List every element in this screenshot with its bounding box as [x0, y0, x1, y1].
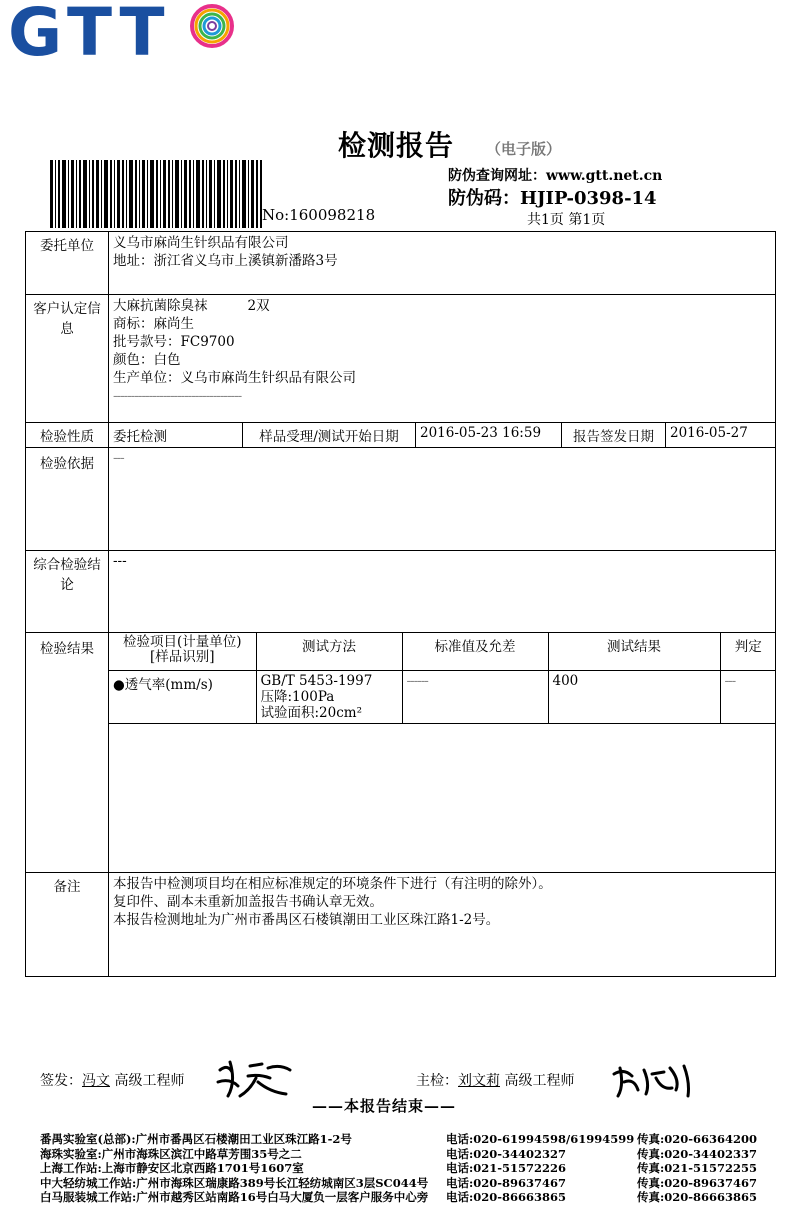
report-end-text: ——本报告结束—— — [312, 1097, 457, 1115]
results-header-standard: 标准值及允差 — [402, 633, 548, 671]
results-cell — [109, 633, 776, 873]
remarks-text: 本报告中检测项目均在相应标准规定的环境条件下进行（有注明的除外）。 复印件、副本未重新加盖报告书确认章无效。 本报告检测地址为广州市番禺区石楼镇潮田工业区珠江路1-2号。 — [109, 872, 776, 976]
footer-faxes: 传真:020-66364200 传真:020-34402337 传真:021-51572255 传真:020-89637467 传真:020-86663865 — [637, 1132, 758, 1204]
sample-row — [26, 295, 776, 423]
footer-phones: 电话:020-61994598/61994599 电话:020-34402327 电话:021-51572226 电话:020-89637467 电话:020-86663865 — [446, 1132, 635, 1204]
inspection-type-label: 检验性质 — [26, 423, 109, 448]
results-table — [109, 633, 776, 872]
issuer-handwritten-signature-icon — [210, 1052, 300, 1100]
report-title: 检测报告 — [338, 129, 455, 162]
results-label: 检验结果 — [26, 633, 109, 873]
remarks-row — [26, 872, 776, 976]
results-data-row — [109, 671, 776, 724]
results-row — [26, 633, 776, 873]
results-header-result: 测试结果 — [548, 633, 720, 671]
received-date-label: 样品受理/测试开始日期 — [243, 423, 416, 448]
sample-dashes: ------------------------------------ — [113, 388, 242, 404]
barcode-icon — [50, 160, 262, 228]
remarks-label: 备注 — [26, 872, 109, 976]
sample-product: 大麻抗菌除臭袜 2双 — [113, 298, 270, 314]
issue-date-label: 报告签发日期 — [562, 423, 666, 448]
result-item: ●透气率(mm/s) — [109, 671, 256, 724]
checker-handwritten-signature-icon — [610, 1058, 700, 1100]
inspection-type-row — [26, 423, 776, 448]
verify-code: 防伪码：HJIP-0398-14 — [448, 188, 657, 209]
issuer-signature: 签发：冯文 高级工程师 — [40, 1073, 185, 1089]
result-method: GB/T 5453-1997 压降:100Pa 试验面积:20cm² — [256, 671, 402, 724]
sample-quantity: 2双 — [247, 298, 270, 314]
conclusion-row — [26, 551, 776, 633]
verify-url: 防伪查询网址：www.gtt.net.cn — [448, 168, 663, 184]
basis-value: --- — [109, 448, 776, 551]
report-table — [25, 231, 776, 977]
results-header-item: 检验项目(计量单位) [样品识别] — [109, 633, 256, 671]
basis-label: 检验依据 — [26, 448, 109, 551]
sample-color: 颜色：白色 — [113, 352, 181, 368]
received-date-value: 2016-05-23 16:59 — [416, 423, 562, 448]
issue-date-value: 2016-05-27 — [666, 423, 776, 448]
results-header-verdict: 判定 — [720, 633, 776, 671]
results-empty-row — [109, 724, 776, 872]
results-header-row — [109, 633, 776, 671]
company-logo-text: GTT — [8, 0, 171, 71]
sample-info — [109, 295, 776, 423]
sample-label: 客户认定信息 — [26, 295, 109, 423]
footer-addresses: 番禺实验室(总部):广州市番禺区石楼潮田工业区珠江路1-2号 海珠实验室:广州市海珠区滨江中路草芳围35号之二 上海工作站:上海市静安区北京西路1701号1607室 中大轻纺城工作站:广州市海珠区瑞康路389号长江轻纺城南区3层SC044号 白马服装城工作站:广州市越秀区站南路16号白马大厦负一层客户服务中心旁 — [40, 1132, 429, 1204]
sample-producer: 生产单位：义乌市麻尚生针织品有限公司 — [113, 370, 356, 386]
client-label: 委托单位 — [26, 232, 109, 295]
client-info — [109, 232, 776, 295]
rainbow-swirl-logo-icon — [188, 2, 236, 50]
basis-row — [26, 448, 776, 551]
client-row — [26, 232, 776, 295]
sample-batch: 批号款号：FC9700 — [113, 334, 235, 350]
conclusion-value: --- — [109, 551, 776, 633]
checker-signature: 主检：刘文莉 高级工程师 — [416, 1073, 575, 1089]
result-standard: ------ — [402, 671, 548, 724]
edition-label: （电子版） — [486, 140, 562, 158]
conclusion-label: 综合检验结论 — [26, 551, 109, 633]
client-address: 地址：浙江省义乌市上溪镇新潘路3号 — [113, 253, 338, 269]
results-header-method: 测试方法 — [256, 633, 402, 671]
sample-brand: 商标：麻尚生 — [113, 316, 194, 332]
client-name: 义乌市麻尚生针织品有限公司 — [113, 235, 289, 251]
report-serial-number: No:160098218 — [262, 206, 376, 224]
inspection-type-value: 委托检测 — [109, 423, 243, 448]
result-value: 400 — [548, 671, 720, 724]
page-count: 共1页 第1页 — [527, 212, 606, 228]
result-verdict: --- — [720, 671, 776, 724]
